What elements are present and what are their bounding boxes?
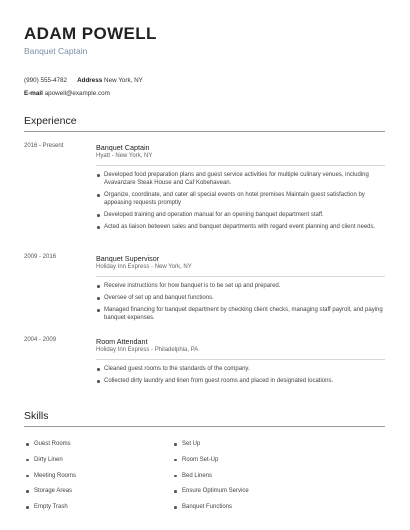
list-item: Cleaned guest rooms to the standards of the company. — [96, 365, 385, 373]
list-item: Banquet Functions — [172, 503, 249, 519]
list-item: Bed Linens — [172, 472, 249, 488]
job-bullets — [96, 282, 385, 322]
job-company: Holiday Inn Express - New York, NY — [96, 264, 192, 270]
skills-heading: Skills — [24, 410, 49, 422]
list-item: Oversee of set up and banquet functions. — [96, 294, 385, 302]
job-company: Holiday Inn Express - Philadelphia, PA — [96, 347, 199, 353]
candidate-name: ADAM POWELL — [24, 24, 157, 43]
experience-rule — [24, 131, 385, 132]
resume-header — [24, 24, 157, 56]
skills-column-left — [24, 440, 76, 519]
list-item: Managed financing for banquet department by checking client checks, managing staff payroll, and paying banquet expenses. — [96, 306, 385, 322]
job-dates: 2016 - Present — [24, 143, 64, 149]
email-label: E-mail — [24, 90, 43, 97]
contact-info — [24, 74, 143, 100]
list-item: Set Up — [172, 440, 249, 456]
list-item: Storage Areas — [24, 487, 76, 503]
list-item: Empty Trash — [24, 503, 76, 519]
email-value: apowell@example.com — [44, 90, 110, 97]
list-item: Organize, coordinate, and cater all special events on hotel premises Maintain guest satisfaction by appeasing requests promptly — [96, 191, 385, 207]
list-item: Ensure Optimum Service — [172, 487, 249, 503]
candidate-title: Banquet Captain — [24, 46, 88, 56]
job-dates: 2009 - 2016 — [24, 254, 57, 260]
list-item: Room Set-Up — [172, 456, 249, 472]
list-item: Guest Rooms — [24, 440, 76, 456]
address-label: Address — [77, 77, 103, 84]
job-dates: 2004 - 2009 — [24, 337, 57, 343]
job-company: Hyatt - New York, NY — [96, 153, 153, 159]
job-divider — [96, 276, 385, 277]
list-item: Receive instructions for how banquet is to be set up and prepared. — [96, 282, 385, 290]
list-item: Collected dirty laundry and linen from guest rooms and placed in designated locations. — [96, 377, 385, 385]
list-item: Developed food preparation plans and guest service activities for multiple culinary venues, including Avavanzare Steak House and Caf Kobehavean. — [96, 171, 385, 187]
skills-rule — [24, 426, 385, 427]
skills-column-right — [172, 440, 249, 519]
job-bullets — [96, 171, 385, 231]
list-item: Meeting Rooms — [24, 472, 76, 488]
job-role: Banquet Captain — [96, 143, 150, 152]
job-bullets — [96, 365, 385, 385]
phone-value: (990) 555-4782 — [24, 77, 68, 84]
list-item: Dirty Linen — [24, 456, 76, 472]
list-item: Acted as liaison between sales and banquet departments with regard event planning and client needs. — [96, 223, 385, 231]
job-role: Room Attendant — [96, 337, 148, 346]
experience-heading: Experience — [24, 115, 77, 127]
job-divider — [96, 165, 385, 166]
address-value: New York, NY — [104, 77, 143, 84]
list-item: Developed training and operation manual for an opening banquet department staff. — [96, 211, 385, 219]
job-role: Banquet Supervisor — [96, 254, 160, 263]
job-divider — [96, 359, 385, 360]
